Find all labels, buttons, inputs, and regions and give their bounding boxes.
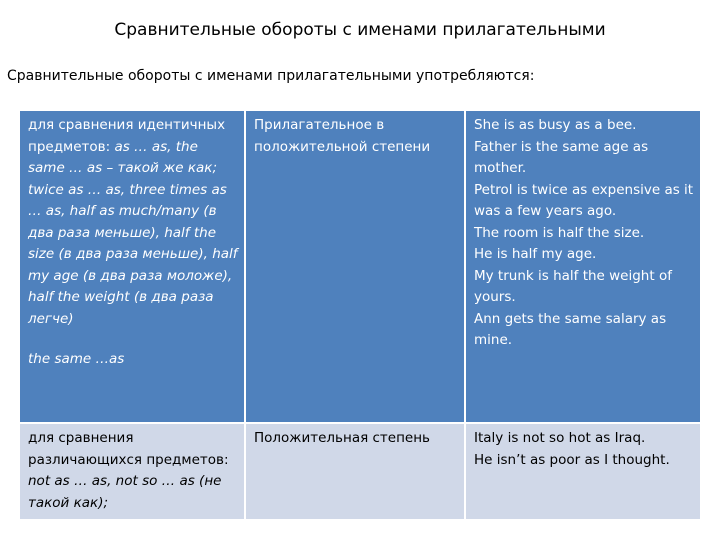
example-line: Ann gets the same salary as mine. bbox=[474, 310, 667, 348]
example-line: She is as busy as a bee. bbox=[474, 117, 637, 133]
usage-cell bbox=[20, 111, 245, 423]
example-line: The room is half the size. bbox=[474, 224, 645, 241]
usage-lead: для сравнения различающихся предметов: bbox=[28, 430, 229, 468]
table-row bbox=[20, 111, 700, 423]
usage-constructions: not as … as, not so … as (не такой как); bbox=[28, 473, 222, 511]
examples-cell bbox=[465, 423, 700, 519]
example-line: He is half my age. bbox=[474, 246, 597, 262]
example-line: Italy is not so hot as Iraq. bbox=[474, 430, 646, 446]
intro-text: Сравнительные обороты с именами прилагательными употребляются: bbox=[7, 68, 535, 84]
example-line: Petrol is twice as expensive as it was a few years ago. bbox=[474, 181, 694, 219]
degree-text: Прилагательное в положительной степени bbox=[254, 117, 431, 155]
degree-text: Положительная степень bbox=[254, 430, 431, 446]
degree-cell bbox=[245, 111, 465, 423]
degree-cell bbox=[245, 423, 465, 519]
examples-cell bbox=[465, 111, 700, 423]
slide-title: Сравнительные обороты с именами прилагательными bbox=[114, 20, 606, 40]
usage-lead: для сравнения идентичных предметов: bbox=[28, 117, 226, 155]
usage-cell bbox=[20, 423, 245, 519]
comparison-table bbox=[20, 111, 700, 519]
table-row bbox=[20, 423, 700, 519]
example-line: Father is the same age as mother. bbox=[474, 138, 649, 176]
example-line: My trunk is half the weight of yours. bbox=[474, 267, 672, 305]
usage-tail: the same …as bbox=[28, 351, 125, 367]
usage-constructions: as … as, the same … as – такой же как; twice as … as, three times as … as, half as much/many (в два раза меньше), half the size (в два раза меньше), half my age (в два раза моложе), half the weight (в два раза легче) bbox=[28, 138, 238, 327]
example-line: He isn’t as poor as I thought. bbox=[474, 451, 670, 468]
